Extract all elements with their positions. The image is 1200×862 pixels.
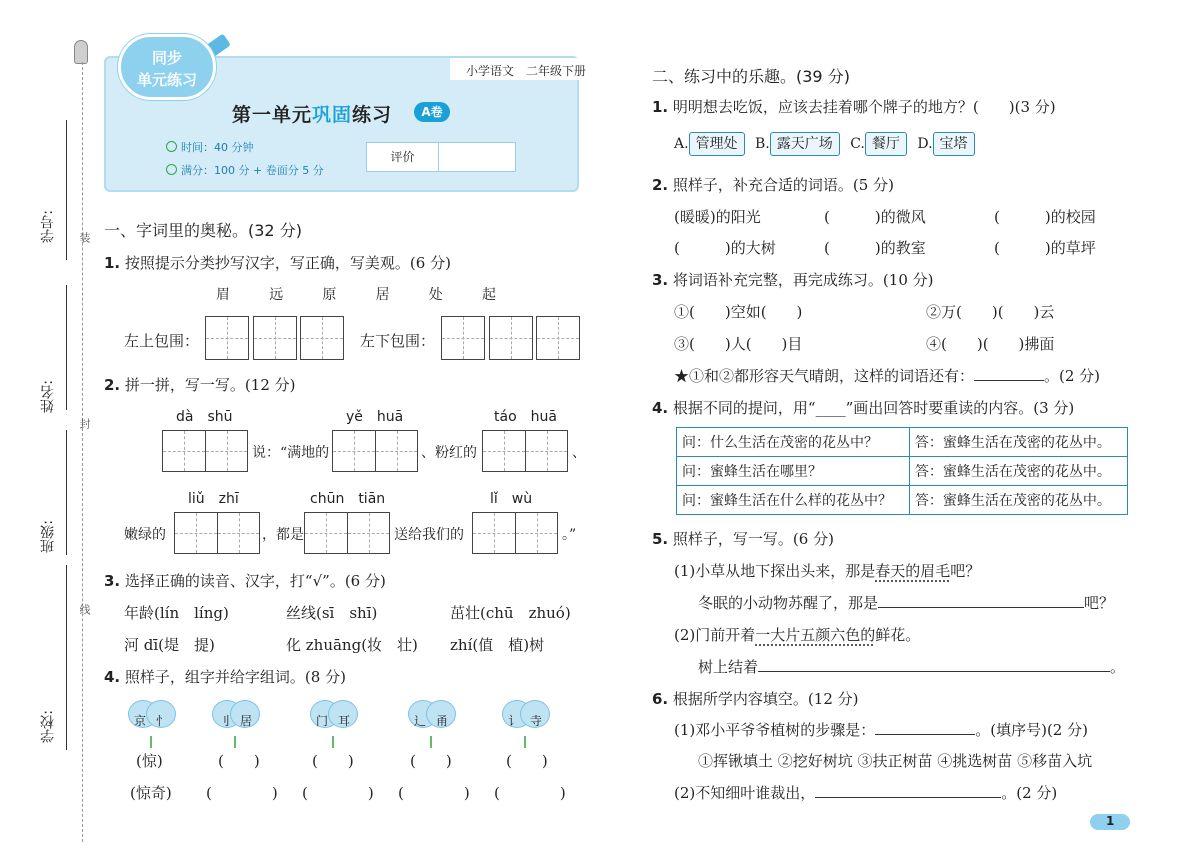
pinyin-grid[interactable] <box>304 512 390 554</box>
question-r2: 2. 照样子，补充合适的词语。(5 分) <box>652 176 894 194</box>
section-1-title: 一、字词里的奥秘。(32 分) <box>104 221 302 240</box>
question-2: 2. 拼一拼，写一写。(12 分) <box>104 376 296 394</box>
binding-dashed-line <box>82 62 83 842</box>
steps-list: ①挥锹填土 ②挖好树坑 ③扶正树苗 ④挑选树苗 ⑤移苗入坑 <box>698 752 1093 770</box>
choice-item[interactable]: zhí(值 植)树 <box>450 636 545 654</box>
choice-item[interactable]: 化 zhuāng(妆 壮) <box>286 636 418 654</box>
example-sentence: (2)门前开着一大片五颜六色的鲜花。 <box>674 626 921 644</box>
question-r1: 1. 明明想去吃饭，应该去挂着哪个牌子的地方？( )(3 分) <box>652 98 1056 116</box>
binding-mark: 线 <box>78 604 91 615</box>
star-question: ★①和②都形容天气晴朗，这样的词语还有： 。(2 分) <box>674 367 1101 385</box>
writing-grid[interactable] <box>441 316 485 360</box>
fill-item[interactable]: ( )的教室 <box>824 239 926 257</box>
badge-line: 同步 <box>151 49 182 67</box>
fill-item[interactable]: ( )的微风 <box>824 208 926 226</box>
fill-item[interactable]: ( )的校园 <box>994 208 1096 226</box>
char-item: 起 <box>481 287 496 303</box>
rocket-icon <box>74 40 88 64</box>
sentence-text: 、粉红的 <box>421 445 477 461</box>
choice-item[interactable]: 河 dī(堤 提) <box>124 636 215 654</box>
student-id-label: 学号: <box>40 210 56 243</box>
sentence-text: 嫩绿的 <box>124 527 166 543</box>
pinyin: lǐ wù <box>490 491 533 507</box>
qa-table <box>676 427 1128 515</box>
fill-item[interactable]: ④( )( )拂面 <box>926 335 1055 353</box>
fill-sentence: 冬眠的小动物苏醒了，那是 吧？ <box>698 594 1115 612</box>
score-info: 满分：100 分 + 卷面分 5 分 <box>166 162 324 178</box>
sentence-text: 送给我们的 <box>394 527 464 543</box>
fill-item[interactable]: ③( )人( )目 <box>674 335 803 353</box>
fill-item[interactable]: (暖暖)的阳光 <box>674 208 761 226</box>
page-number: 1 <box>1106 814 1115 828</box>
evaluation-field[interactable] <box>439 143 515 171</box>
clock-icon <box>166 141 177 152</box>
answer-blank[interactable]: ( ) <box>206 784 278 802</box>
fill-item[interactable]: ( )的草坪 <box>994 239 1096 257</box>
paper-badge: A卷 <box>414 102 450 122</box>
left-top-enclosure-label: 左上包围： <box>124 332 200 350</box>
answer-blank[interactable]: ( ) <box>218 752 260 770</box>
evaluation-box <box>366 142 516 172</box>
table-row: 问：什么生活在茂密的花丛中？ 答：蜜蜂生活在茂密的花丛中。 <box>677 428 1128 457</box>
char-item: 处 <box>428 287 443 303</box>
flower-card: 辶 甬 <box>408 700 456 744</box>
char-list <box>216 284 496 304</box>
unit-badge <box>118 34 216 100</box>
sign-option[interactable]: 管理处 <box>689 132 745 156</box>
answer-line[interactable] <box>878 594 1084 608</box>
subject-label: 小学语文 二年级下册 <box>466 64 587 78</box>
fill-sentence: (2)不知细叶谁裁出， 。(2 分) <box>674 784 1058 802</box>
writing-grid[interactable] <box>300 316 344 360</box>
school-field[interactable] <box>66 565 67 750</box>
answer-line[interactable] <box>875 721 975 735</box>
table-row: 问：蜜蜂生活在什么样的花丛中？ 答：蜜蜂生活在茂密的花丛中。 <box>677 486 1128 515</box>
example-sentence: (1)小草从地下探出头来，那是春天的眉毛吧？ <box>674 562 981 580</box>
answer-blank[interactable]: ( ) <box>398 784 470 802</box>
pinyin-grid[interactable] <box>472 512 558 554</box>
sentence-text: ，都是 <box>262 527 304 543</box>
pinyin: yě huā <box>346 409 404 425</box>
fill-item[interactable]: ①( )空如( ) <box>674 303 803 321</box>
question-r3: 3. 将词语补充完整，再完成练习。(10 分) <box>652 271 934 289</box>
answer-blank[interactable]: ( ) <box>312 752 354 770</box>
sign-options: A. 管理处 B. 露天广场 C. 餐厅 D. 宝塔 <box>674 132 975 156</box>
school-label: 学校: <box>40 710 56 743</box>
fill-sentence: (1)邓小平爷爷植树的步骤是： 。(填序号)(2 分) <box>674 721 1088 739</box>
section-2-title: 二、练习中的乐趣。(39 分) <box>652 67 850 86</box>
char-item: 眉 <box>216 287 230 303</box>
pinyin: táo huā <box>494 409 557 425</box>
flower-card: 门 耳 <box>310 700 358 744</box>
page-title: 第一单元巩固练习 <box>232 104 393 126</box>
answer-blank[interactable]: ( ) <box>494 784 566 802</box>
check-icon <box>166 164 177 175</box>
time-info: 时间：40 分钟 <box>166 139 254 155</box>
choice-item[interactable]: 丝线(sī shī) <box>286 604 378 622</box>
writing-grid[interactable] <box>205 316 249 360</box>
char-item: 居 <box>375 287 390 303</box>
answer-blank[interactable]: ( ) <box>506 752 548 770</box>
answer-blank: (惊奇) <box>130 784 172 802</box>
pinyin-grid[interactable] <box>332 430 418 472</box>
pinyin: liǔ zhī <box>188 491 239 507</box>
flower-card: 刂 居 <box>212 700 260 744</box>
binding-mark: 封 <box>78 418 91 429</box>
question-r5: 5. 照样子，写一写。(6 分) <box>652 530 834 548</box>
pinyin: chūn tiān <box>310 491 386 507</box>
char-item: 原 <box>322 287 337 303</box>
sentence-text: 。” <box>562 527 577 543</box>
question-r4: 4. 根据不同的提问，用“____”画出回答时要重读的内容。(3 分) <box>652 399 1075 417</box>
binding-mark: 装 <box>78 232 91 243</box>
table-row: 问：蜜蜂生活在哪里？ 答：蜜蜂生活在茂密的花丛中。 <box>677 457 1128 486</box>
sentence-text: 说：“满地的 <box>252 445 330 461</box>
answer-blank[interactable]: ( ) <box>410 752 452 770</box>
answer-blank: (惊) <box>136 752 163 770</box>
pinyin: dà shū <box>176 409 233 425</box>
fill-item[interactable]: ②万( )( )云 <box>926 303 1055 321</box>
question-r6: 6. 根据所学内容填空。(12 分) <box>652 690 859 708</box>
class-label: 班级: <box>40 520 56 553</box>
question-4: 4. 照样子，组字并给字组词。(8 分) <box>104 668 346 686</box>
question-1: 1. 按照提示分类抄写汉字，写正确，写美观。(6 分) <box>104 254 451 272</box>
student-id-field[interactable] <box>66 120 67 260</box>
answer-blank[interactable]: ( ) <box>302 784 374 802</box>
choice-item[interactable]: 年龄(lín líng) <box>124 604 229 622</box>
answer-line[interactable] <box>974 367 1044 381</box>
badge-line: 单元练习 <box>136 71 197 89</box>
name-label: 姓名: <box>40 380 56 413</box>
fill-item[interactable]: ( )的大树 <box>674 239 776 257</box>
fill-sentence: 树上结着 。 <box>698 658 1126 676</box>
flower-card: 京 忄 <box>128 700 176 744</box>
question-3: 3. 选择正确的读音、汉字，打“√”。(6 分) <box>104 572 386 590</box>
writing-grid[interactable] <box>536 316 580 360</box>
left-bottom-enclosure-label: 左下包围： <box>360 332 436 350</box>
pinyin-grid[interactable] <box>482 430 568 472</box>
choice-item[interactable]: 茁壮(chū zhuó) <box>450 604 571 622</box>
writing-grid[interactable] <box>253 316 297 360</box>
sign-option[interactable]: 宝塔 <box>933 132 975 156</box>
sentence-text: 、 <box>572 445 586 461</box>
answer-line[interactable] <box>815 784 1001 798</box>
name-field[interactable] <box>66 285 67 410</box>
writing-grid[interactable] <box>489 316 533 360</box>
flower-card: 讠 寺 <box>502 700 550 744</box>
class-field[interactable] <box>66 430 67 555</box>
pinyin-grid[interactable] <box>174 512 260 554</box>
pinyin-grid[interactable] <box>162 430 248 472</box>
char-item: 远 <box>269 287 284 303</box>
evaluation-label: 评价 <box>367 143 439 171</box>
answer-line[interactable] <box>758 658 1110 672</box>
sign-option[interactable]: 露天广场 <box>770 132 840 156</box>
sign-option[interactable]: 餐厅 <box>865 132 907 156</box>
